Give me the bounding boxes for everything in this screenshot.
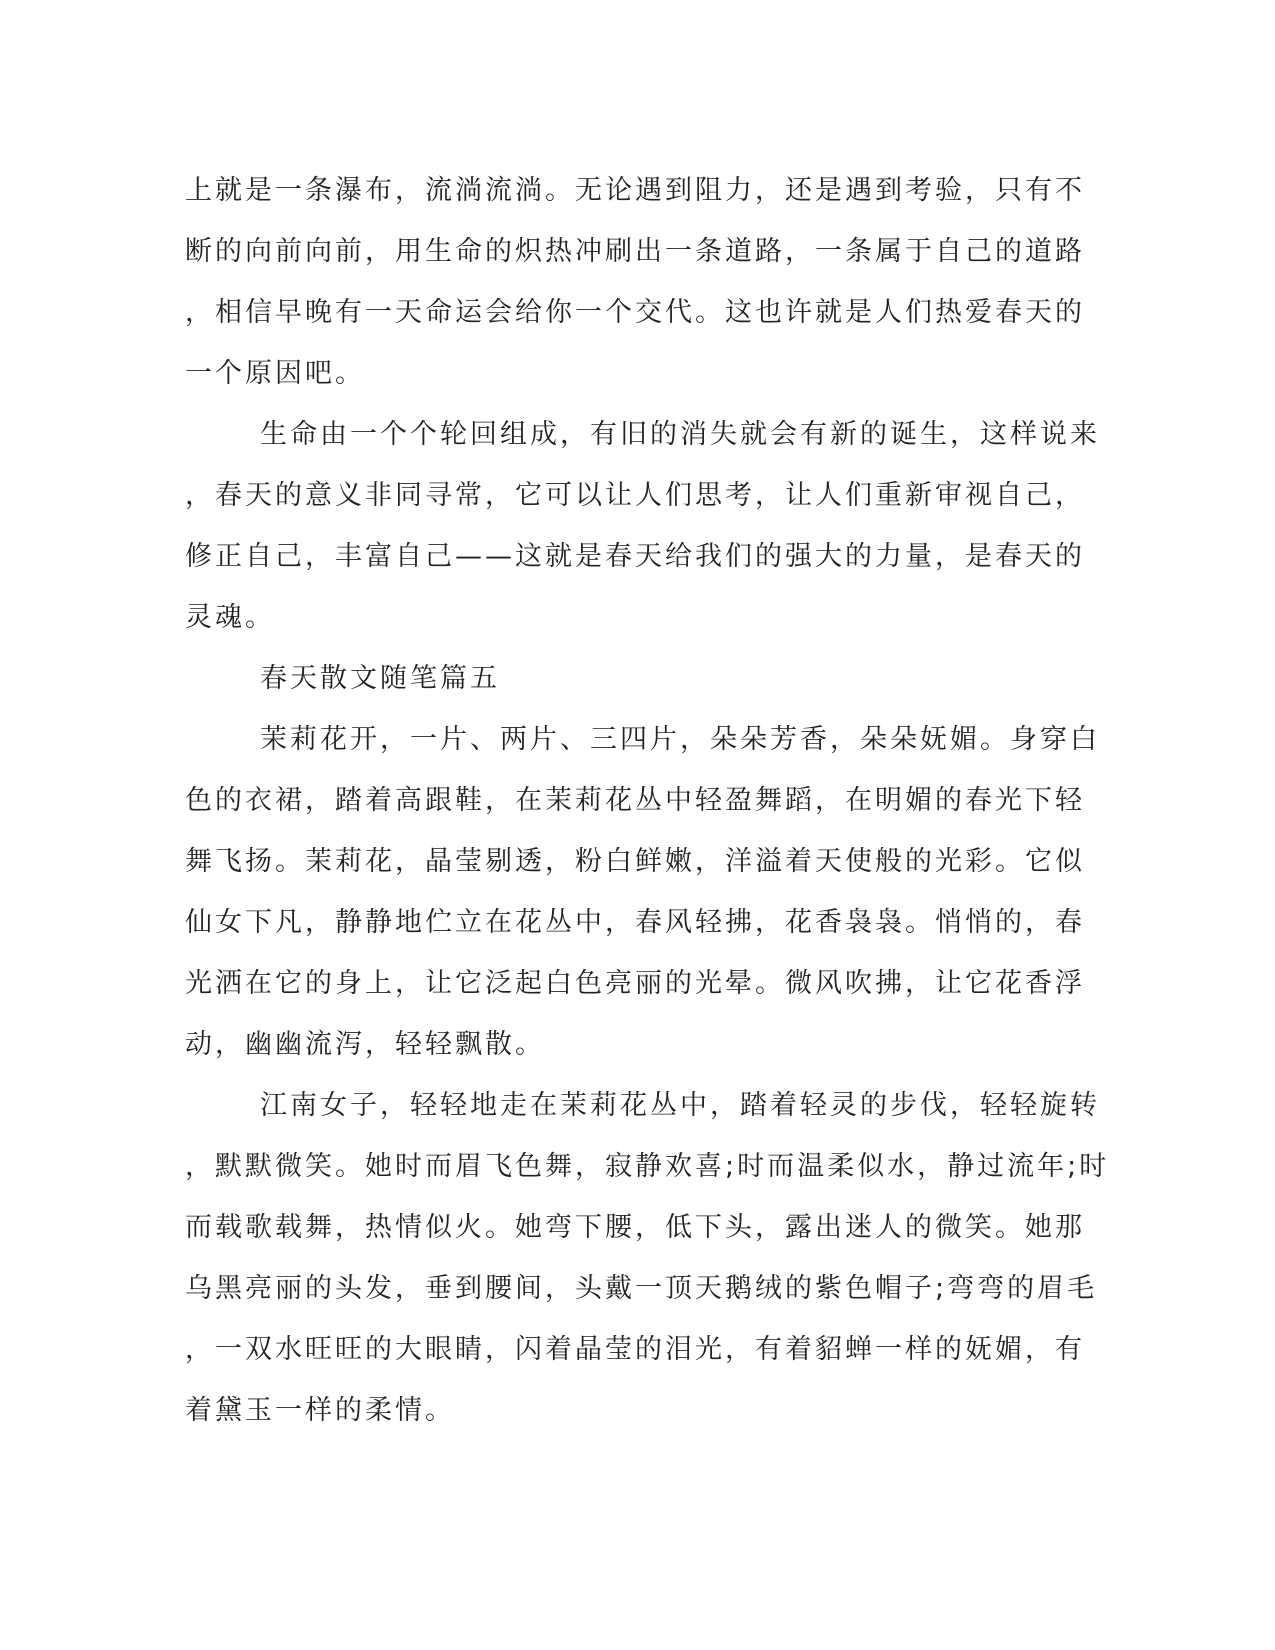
text-line: 茉莉花开，一片、两片、三四片，朵朵芳香，朵朵妩媚。身穿白: [260, 724, 1100, 755]
text-line: ，相信早晚有一天命运会给你一个交代。这也许就是人们热爱春天的: [185, 297, 1085, 328]
text-line: 动，幽幽流泻，轻轻飘散。: [185, 1029, 545, 1060]
text-line: 灵魂。: [185, 602, 275, 633]
text-line: 断的向前向前，用生命的炽热冲刷出一条道路，一条属于自己的道路: [185, 236, 1085, 267]
text-line: ，春天的意义非同寻常，它可以让人们思考，让人们重新审视自己，: [185, 480, 1085, 511]
text-line: 修正自己，丰富自己——这就是春天给我们的强大的力量，是春天的: [185, 541, 1085, 572]
text-line: 色的衣裙，踏着高跟鞋，在茉莉花丛中轻盈舞蹈，在明媚的春光下轻: [185, 785, 1085, 816]
text-line: 光洒在它的身上，让它泛起白色亮丽的光晕。微风吹拂，让它花香浮: [185, 968, 1085, 999]
text-line: 生命由一个个轮回组成，有旧的消失就会有新的诞生，这样说来: [260, 419, 1100, 450]
text-line: 着黛玉一样的柔情。: [185, 1395, 455, 1426]
text-line: 乌黑亮丽的头发，垂到腰间，头戴一顶天鹅绒的紫色帽子;弯弯的眉毛: [185, 1273, 1098, 1304]
text-line: 一个原因吧。: [185, 358, 365, 389]
text-line: 舞飞扬。茉莉花，晶莹剔透，粉白鲜嫩，洋溢着天使般的光彩。它似: [185, 846, 1085, 877]
text-line: 而载歌载舞，热情似火。她弯下腰，低下头，露出迷人的微笑。她那: [185, 1212, 1085, 1243]
section-heading: 春天散文随笔篇五: [260, 663, 500, 694]
document-body: [185, 160, 1110, 1441]
text-line: 仙女下凡，静静地伫立在花丛中，春风轻拂，花香袅袅。悄悄的，春: [185, 907, 1085, 938]
text-line: 江南女子，轻轻地走在茉莉花丛中，踏着轻灵的步伐，轻轻旋转: [260, 1090, 1100, 1121]
text-line: ，默默微笑。她时而眉飞色舞，寂静欢喜;时而温柔似水，静过流年;时: [185, 1151, 1110, 1182]
text-line: 上就是一条瀑布，流淌流淌。无论遇到阻力，还是遇到考验，只有不: [185, 175, 1085, 206]
text-line: ，一双水旺旺的大眼睛，闪着晶莹的泪光，有着貂蝉一样的妩媚，有: [185, 1334, 1085, 1365]
